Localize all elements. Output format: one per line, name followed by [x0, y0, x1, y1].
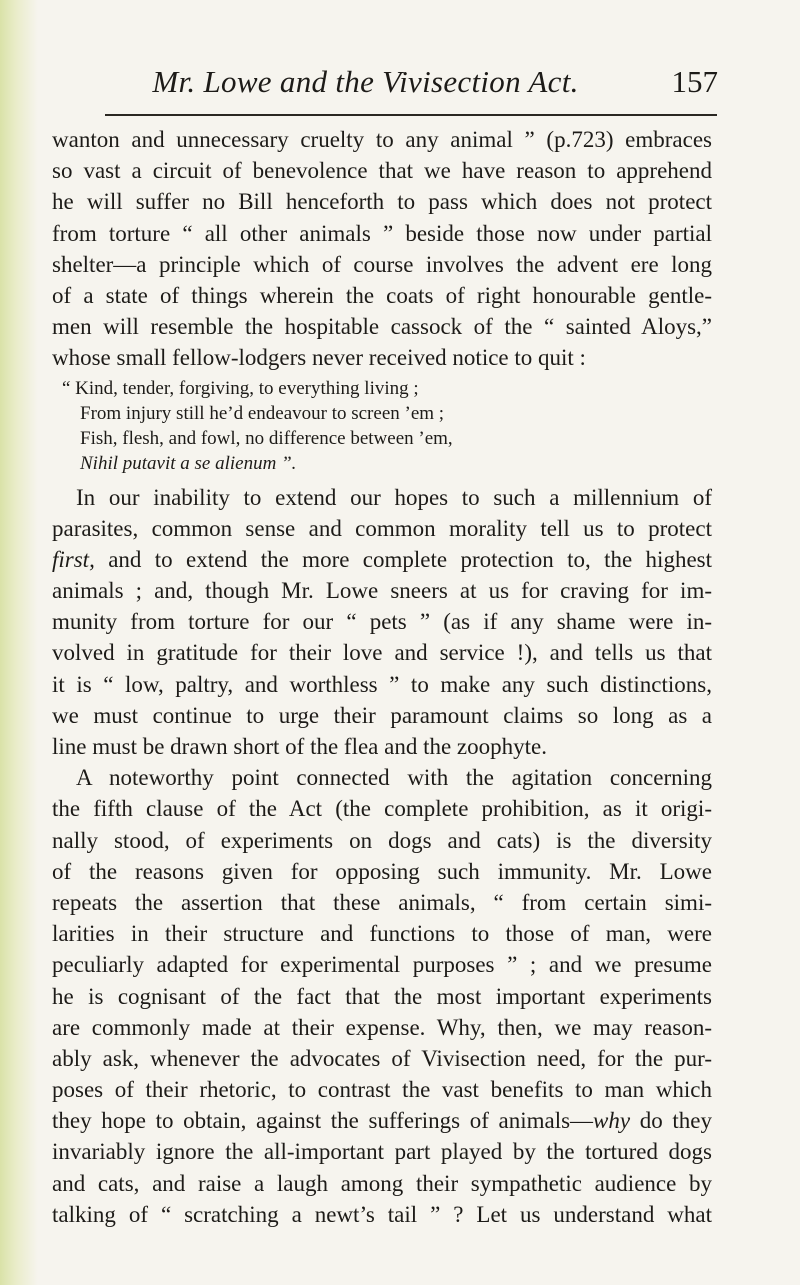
paragraph-1 — [52, 124, 712, 374]
header-rule — [105, 114, 717, 116]
text-line: of the reasons given for opposing such immunity. Mr. Lowe — [52, 858, 712, 884]
text-line: shelter—a principle which of course involves the advent ere long — [52, 251, 712, 277]
text-line — [52, 1105, 712, 1136]
text-line: of a state of things wherein the coats of right honourable gentle- — [52, 282, 712, 308]
text-line: so vast a circuit of benevolence that we have reason to apprehend — [52, 158, 712, 184]
text-line: from torture “ all other animals ” beside those now under partial — [52, 220, 712, 246]
text-line: whose small fellow-lodgers never received notice to quit : — [52, 345, 586, 371]
text-line: men will resemble the hospitable cassock of the “ sainted Aloys,” — [52, 314, 712, 340]
text-line: invariably ignore the all-important part played by the tortured dogs — [52, 1139, 712, 1165]
paragraph-3 — [52, 762, 712, 1230]
text-line: munity from torture for our “ pets ” (as if any shame were in- — [52, 609, 712, 635]
text-line: repeats the assertion that these animals, “ from certain simi- — [52, 889, 712, 915]
text-line: he is cognisant of the fact that the most important experiments — [52, 983, 712, 1009]
text-line: it is “ low, paltry, and worthless ” to make any such distinctions, — [52, 671, 712, 697]
text-line: volved in gratitude for their love and service !), and tells us that — [52, 640, 712, 666]
text-line: poses of their rhetoric, to contrast the vast benefits to man which — [52, 1077, 712, 1103]
verse-line: Fish, flesh, and fowl, no difference between ’em, — [80, 427, 453, 449]
text-line: nally stood, of experiments on dogs and cats) is the diversity — [52, 827, 712, 853]
text-line: larities in their structure and functions to those of man, were — [52, 921, 712, 947]
verse-quotation — [62, 376, 712, 476]
text-line: In our inability to extend our hopes to such a millennium of — [76, 484, 712, 510]
text-line: parasites, common sense and common morality tell us to protect — [52, 515, 712, 541]
text-line: talking of “ scratching a newt’s tail ” ? Let us understand what — [52, 1201, 712, 1227]
verse-line: “ Kind, tender, forgiving, to everything living ; — [62, 377, 419, 399]
text-line — [52, 544, 712, 575]
page-number: 157 — [671, 64, 718, 99]
text-line: line must be drawn short of the flea and the zoophyte. — [52, 734, 547, 759]
text-line: animals ; and, though Mr. Lowe sneers at us for craving for im- — [52, 578, 712, 604]
running-title: Mr. Lowe and the Vivisection Act. — [152, 64, 579, 99]
emphasis-first: first, — [52, 546, 95, 572]
text-line: he will suffer no Bill henceforth to pass which does not protect — [52, 189, 712, 215]
verse-line: From injury still he’d endeavour to screen ’em ; — [80, 402, 445, 424]
text-line: ably ask, whenever the advocates of Vivisection need, for the pur- — [52, 1045, 712, 1071]
text-line: we must continue to urge their paramount claims so long as a — [52, 702, 712, 728]
body-text — [52, 124, 712, 1230]
text-line: are commonly made at their expense. Why, then, we may reason- — [52, 1014, 712, 1040]
text-line: peculiarly adapted for experimental purposes ” ; and we presume — [52, 952, 712, 978]
text-line: and cats, and raise a laugh among their sympathetic audience by — [52, 1170, 712, 1196]
text-line: A noteworthy point connected with the agitation concerning — [76, 765, 712, 791]
page-edge-shading — [0, 0, 38, 1285]
verse-line — [62, 451, 712, 476]
paragraph-2 — [52, 482, 712, 763]
text-line: the fifth clause of the Act (the complete prohibition, as it origi- — [52, 796, 712, 822]
text-span: do they — [630, 1108, 712, 1134]
text-span: they hope to obtain, against the sufferings of animals— — [52, 1108, 594, 1134]
page-header — [108, 62, 718, 110]
text-span: and to extend the more complete protection to, the highest — [94, 546, 712, 572]
latin-phrase: Nihil putavit a se alienum ”. — [80, 452, 297, 474]
text-line: wanton and unnecessary cruelty to any animal ” (p.723) embraces — [52, 127, 712, 152]
emphasis-why: why — [593, 1108, 631, 1134]
